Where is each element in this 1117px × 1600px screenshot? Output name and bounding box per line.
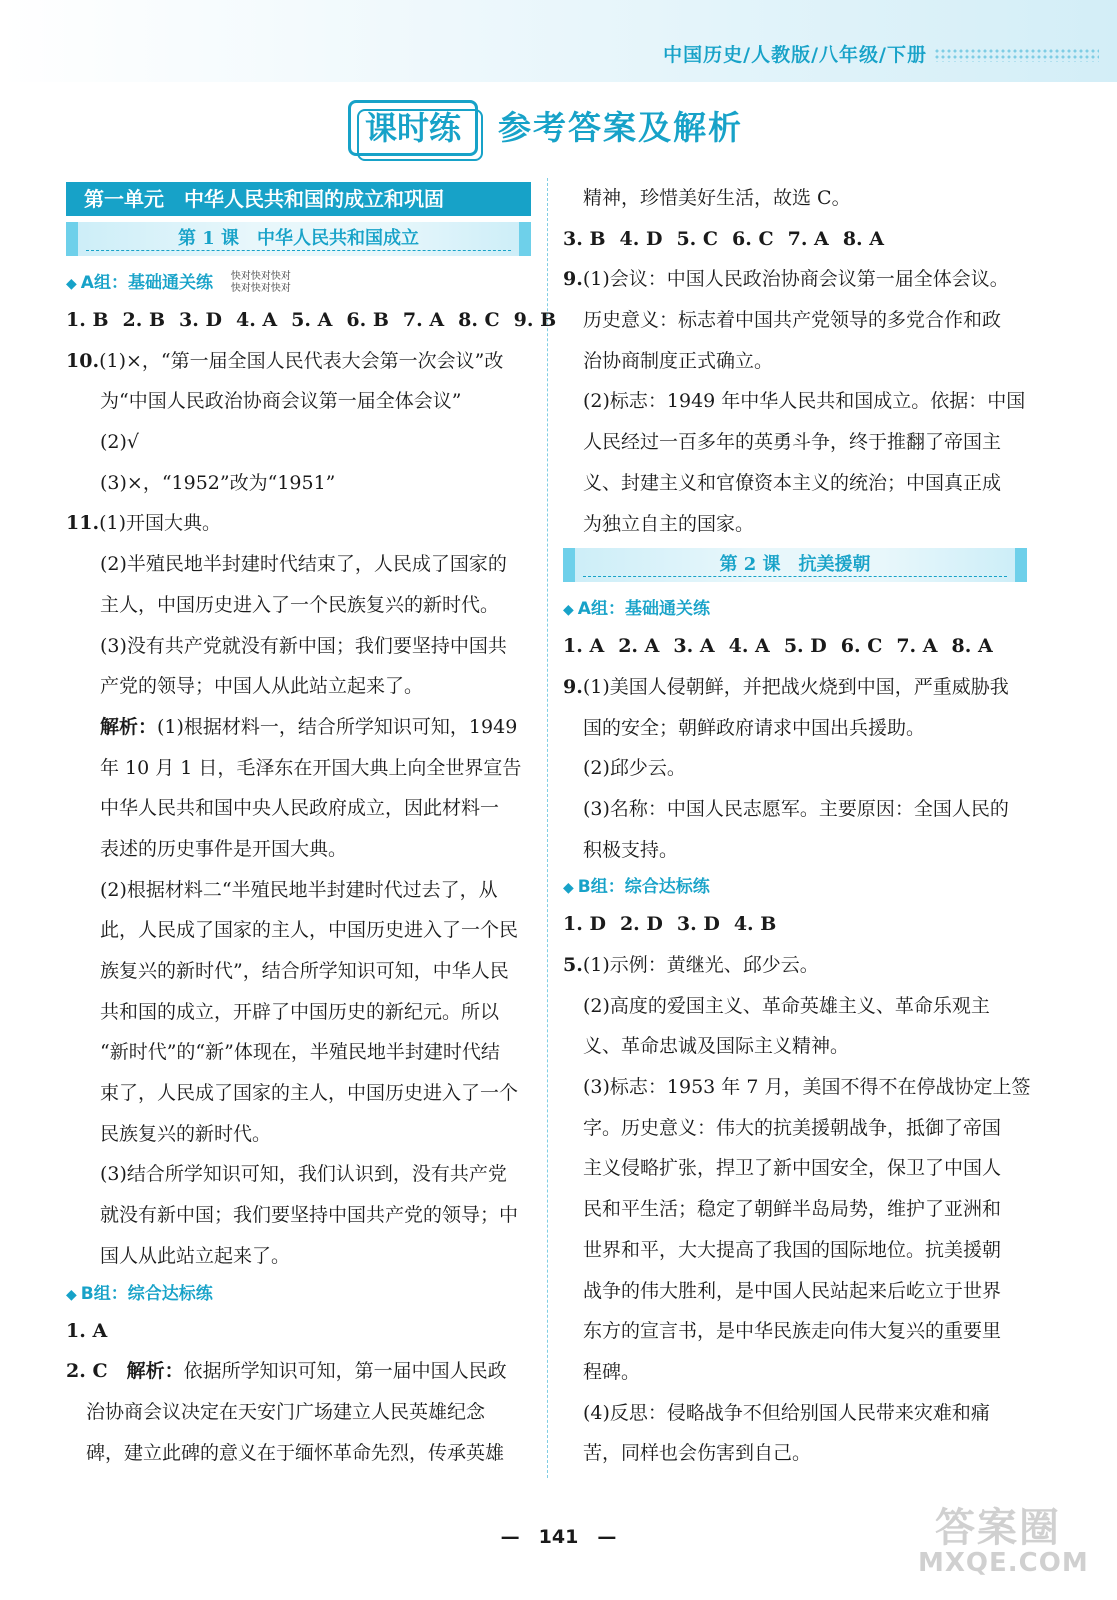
group-b-heading: ◆ B组：综合达标练 xyxy=(66,1283,213,1304)
b5-line: 义、革命忠诚及国际主义精神。 xyxy=(583,1035,850,1058)
a9-line: 9.(1)美国人侵朝鲜，并把战火烧到中国，严重威胁我 xyxy=(563,675,1009,698)
q10-line: 10.(1)×，“第一届全国人民代表大会第一次会议”改 xyxy=(66,349,504,372)
fast-stamp: 快对快对快对 快对快对快对 xyxy=(230,271,291,294)
watermark-logo: 答案圈 xyxy=(935,1505,1061,1551)
group-a-heading: ◆ A组：基础通关练 快对快对快对 快对快对快对 xyxy=(66,271,291,294)
header-dot-pattern xyxy=(934,48,1099,62)
b5-line: 战争的伟大胜利，是中国人民站起来后屹立于世界 xyxy=(583,1279,1002,1302)
subject-label: 中国历史/人教版/八年级/下册 xyxy=(663,44,927,66)
analysis-line: 就没有新中国；我们要坚持中国共产党的领导；中 xyxy=(100,1204,519,1227)
b5-line: 字。历史意义：伟大的抗美援朝战争，抵御了帝国 xyxy=(583,1116,1002,1139)
q9-line: 义、封建主义和官僚资本主义的统治；中国真正成 xyxy=(583,471,1002,494)
q10-line: (3)×，“1952”改为“1951” xyxy=(100,471,336,494)
continued-line: 精神，珍惜美好生活，故选 C。 xyxy=(583,187,851,209)
column-divider xyxy=(547,178,548,1478)
q9-line: 9.(1)会议：中国人民政治协商会议第一届全体会议。 xyxy=(563,268,1009,291)
answer-row: 1. A xyxy=(66,1319,108,1342)
b2-line: 治协商会议决定在天安门广场建立人民英雄纪念 xyxy=(86,1400,486,1423)
unit-banner: 第一单元 中华人民共和国的成立和巩固 xyxy=(66,182,531,216)
a9-line: (2)邱少云。 xyxy=(583,757,686,780)
q9-line: 历史意义：标志着中国共产党领导的多党合作和政 xyxy=(583,309,1002,332)
b5-line: (3)标志：1953 年 7 月，美国不得不在停战协定上签 xyxy=(583,1076,1031,1099)
group-a-heading: ◆ A组：基础通关练 xyxy=(563,599,710,620)
q11-line: 主人，中国历史进入了一个民族复兴的新时代。 xyxy=(100,593,500,616)
b5-line: 主义侵略扩张，捍卫了新中国安全，保卫了中国人 xyxy=(583,1157,1002,1180)
b5-line: 世界和平，大大提高了我国的国际地位。抗美援朝 xyxy=(583,1238,1002,1261)
b5-line: 5.(1)示例：黄继光、邱少云。 xyxy=(563,954,819,976)
q11-line: (3)没有共产党就没有新中国；我们要坚持中国共 xyxy=(100,634,507,657)
a9-line: 国的安全；朝鲜政府请求中国出兵援助。 xyxy=(583,716,926,739)
analysis-line: 解析：(1)根据材料一，结合所学知识可知，1949 xyxy=(100,715,518,738)
diamond-icon: ◆ xyxy=(563,602,574,619)
page-number: — 141 — xyxy=(500,1526,617,1548)
b2-line: 2. C 解析：依据所学知识可知，第一届中国人民政 xyxy=(66,1360,507,1383)
analysis-line: 民族复兴的新时代。 xyxy=(100,1122,272,1145)
a9-line: 积极支持。 xyxy=(583,838,679,861)
analysis-line: 中华人民共和国中央人民政府成立，因此材料一 xyxy=(100,797,500,820)
q9-line: (2)标志：1949 年中华人民共和国成立。依据：中国 xyxy=(583,390,1026,413)
analysis-line: (3)结合所学知识可知，我们认识到，没有共产党 xyxy=(100,1163,507,1186)
b5-line: 东方的宣言书，是中华民族走向伟大复兴的重要里 xyxy=(583,1320,1002,1343)
answer-row: 3. B 4. D 5. C 6. C 7. A 8. A xyxy=(563,227,885,250)
watermark-url: MXQE.COM xyxy=(918,1548,1089,1578)
lesson-2-banner: 第 2 课 抗美援朝 xyxy=(563,548,1027,582)
analysis-line: 国人从此站立起来了。 xyxy=(100,1244,291,1267)
lesson-1-banner: 第 1 课 中华人民共和国成立 xyxy=(66,222,531,256)
header-band xyxy=(0,0,1117,82)
group-b-heading: ◆ B组：综合达标练 xyxy=(563,877,710,898)
diamond-icon: ◆ xyxy=(66,1286,77,1303)
analysis-line: 此，人民成了国家的主人，中国历史进入了一个民 xyxy=(100,919,519,942)
analysis-line: 年 10 月 1 日，毛泽东在开国大典上向全世界宣告 xyxy=(100,756,522,779)
q11-line: 产党的领导；中国人从此站立起来了。 xyxy=(100,675,424,698)
answer-row: 1. A 2. A 3. A 4. A 5. D 6. C 7. A 8. A xyxy=(563,635,993,658)
a9-line: (3)名称：中国人民志愿军。主要原因：全国人民的 xyxy=(583,797,1009,820)
q10-line: (2)√ xyxy=(100,431,140,454)
q9-line: 治协商制度正式确立。 xyxy=(583,349,774,372)
q11-line: (2)半殖民地半封建时代结束了，人民成了国家的 xyxy=(100,553,507,576)
analysis-line: 束了，人民成了国家的主人，中国历史进入了一个 xyxy=(100,1082,519,1105)
q9-line: 人民经过一百多年的英勇斗争，终于推翻了帝国主 xyxy=(583,431,1002,454)
q11-line: 11.(1)开国大典。 xyxy=(66,512,221,535)
answer-row: 1. B 2. B 3. D 4. A 5. A 6. B 7. A 8. C 9. B xyxy=(66,309,557,331)
diamond-icon: ◆ xyxy=(563,880,574,897)
analysis-line: 族复兴的新时代”，结合所学知识可知，中华人民 xyxy=(100,960,509,982)
b5-line: 民和平生活；稳定了朝鲜半岛局势，维护了亚洲和 xyxy=(583,1198,1002,1221)
right-column xyxy=(563,178,1031,1474)
b5-line: (4)反思：侵略战争不但给别国人民带来灾难和痛 xyxy=(583,1401,990,1424)
analysis-line: 表述的历史事件是开国大典。 xyxy=(100,837,348,860)
analysis-line: (2)根据材料二“半殖民地半封建时代过去了，从 xyxy=(100,878,498,901)
b2-line: 碑，建立此碑的意义在于缅怀革命先烈，传承英雄 xyxy=(86,1441,505,1464)
q9-line: 为独立自主的国家。 xyxy=(583,512,755,535)
analysis-line: 共和国的成立，开辟了中国历史的新纪元。所以 xyxy=(100,1000,500,1023)
diamond-icon: ◆ xyxy=(66,276,77,292)
analysis-line: “新时代”的“新”体现在，半殖民地半封建时代结 xyxy=(100,1041,500,1064)
b5-line: 程碑。 xyxy=(583,1360,641,1383)
left-column xyxy=(66,178,557,1473)
b5-line: 苦，同样也会伤害到自己。 xyxy=(583,1442,812,1465)
title-boxed: 课时练 xyxy=(348,100,478,156)
q10-line: 为“中国人民政治协商会议第一届全体会议” xyxy=(100,390,462,413)
answer-row: 1. D 2. D 3. D 4. B xyxy=(563,913,777,936)
title-text: 参考答案及解析 xyxy=(498,108,743,147)
b5-line: (2)高度的爱国主义、革命英雄主义、革命乐观主 xyxy=(583,994,990,1017)
